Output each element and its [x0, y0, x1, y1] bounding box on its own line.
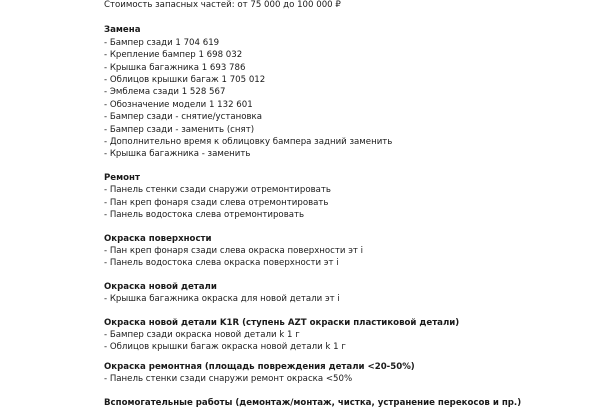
list-item: - Крышка багажника - заменить	[104, 149, 251, 160]
section-title-replacement: Замена	[104, 25, 141, 36]
parts-cost-line: Стоимость запасных частей: от 75 000 до 100 000 ₽	[104, 0, 341, 10]
section-title-auxiliary-work: Вспомогательные работы (демонтаж/монтаж, чистка, устранение перекосов и пр.)	[104, 397, 522, 408]
list-item: - Облицов крышки багаж 1 705 012	[104, 75, 266, 86]
list-item: - Панель водостока слева окраска поверхности эт i	[104, 258, 339, 269]
section-title-repair: Ремонт	[104, 172, 140, 183]
list-item: - Пан креп фонаря сзади слева отремонтировать	[104, 197, 329, 208]
section-title-new-part-painting-k1r: Окраска новой детали K1R (ступень AZT окраски пластиковой детали)	[104, 317, 460, 328]
list-item: - Бампер сзади окраска новой детали k 1 г	[104, 329, 300, 340]
list-item: - Облицов крышки багаж окраска новой детали k 1 г	[104, 342, 346, 353]
list-item: - Дополнительно время к облицовку бампера задний заменить	[104, 137, 393, 148]
section-title-surface-painting: Окраска поверхности	[104, 233, 212, 244]
list-item: - Эмблема сзади 1 528 567	[104, 87, 226, 98]
section-title-repair-painting: Окраска ремонтная (площадь повреждения детали <20-50%)	[104, 361, 415, 372]
list-item: - Бампер сзади 1 704 619	[104, 37, 220, 48]
list-item: - Крышка багажника окраска для новой детали эт i	[104, 294, 340, 305]
list-item: - Бампер сзади - заменить (снят)	[104, 124, 255, 135]
list-item: - Крышка багажника 1 693 786	[104, 62, 246, 73]
list-item: - Панель водостока слева отремонтировать	[104, 210, 305, 221]
list-item: - Крепление бампер 1 698 032	[104, 50, 243, 61]
list-item: - Панель стенки сзади снаружи ремонт окраска <50%	[104, 374, 353, 385]
section-title-new-part-painting: Окраска новой детали	[104, 281, 217, 292]
list-item: - Панель стенки сзади снаружи отремонтировать	[104, 185, 332, 196]
list-item: - Обозначение модели 1 132 601	[104, 99, 253, 110]
list-item: - Бампер сзади - снятие/установка	[104, 112, 262, 123]
list-item: - Пан креп фонаря сзади слева окраска поверхности эт i	[104, 245, 364, 256]
